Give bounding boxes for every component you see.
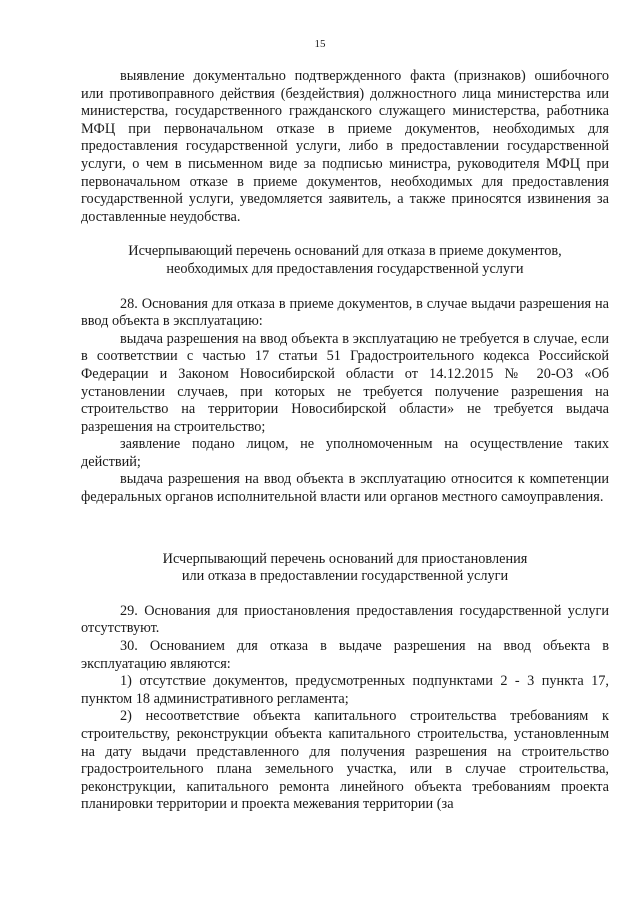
heading-suspension-line1: Исчерпывающий перечень оснований для приостановления [162, 550, 528, 567]
paragraph-28-item-3: выдача разрешения на ввод объекта в эксплуатацию относится к компетенции федеральных органов исполнительной власти или органов местного самоуправления. [81, 471, 609, 506]
page-content [81, 68, 609, 814]
spacer [81, 279, 609, 296]
paragraph-30: 30. Основанием для отказа в выдаче разрешения на ввод объекта в эксплуатацию являются: [81, 638, 609, 672]
spacer [81, 507, 609, 551]
spacer [81, 586, 609, 603]
heading-refusal-reception-line1: Исчерпывающий перечень оснований для отказа в приеме документов, [128, 243, 562, 260]
paragraph-violation-fact: выявление документально подтвержденного факта (признаков) ошибочного или противоправного действия (бездействия) должностного лица министерства или министерства, государственного гражданского служащего министерства, работника МФЦ при первоначальном отказе в приеме документов, необходимых для предоставления государственной услуги, либо в предоставлении государственной услуги, о чем в письменном виде за подписью министра, руководителя МФЦ при первоначальном отказе в приеме документов, необходимых для предоставления государственной услуги, уведомляется заявитель, а также приносятся извинения за доставленные неудобства. [81, 68, 609, 225]
paragraph-28: 28. Основания для отказа в приеме документов, в случае выдачи разрешения на ввод объекта в эксплуатацию: [81, 295, 609, 330]
heading-refusal-reception-line2: необходимых для предоставления государственной услуги [166, 260, 524, 277]
spacer [81, 226, 609, 243]
paragraph-28-item-1: выдача разрешения на ввод объекта в эксплуатацию не требуется в случае, если в соответствии с частью 17 статьи 51 Градостроительного кодекса Российской Федерации и Законом Новосибирской области от 14.12.2015 № 20-ОЗ «Об установлении случаев, при которых не требуется получение разрешения на строительство на территории Новосибирской области» не требуется выдача разрешения на строительство; [81, 330, 609, 435]
paragraph-30-item-1: 1) отсутствие документов, предусмотренных подпунктами 2 - 3 пункта 17, пунктом 18 административного регламента; [81, 673, 609, 707]
paragraph-29: 29. Основания для приостановления предоставления государственной услуги отсутствуют. [81, 602, 609, 637]
paragraph-28-item-2: заявление подано лицом, не уполномоченным на осуществление таких действий; [81, 436, 609, 470]
paragraph-30-item-2: 2) несоответствие объекта капитального строительства требованиям к строительству, реконструкции объекта капитального строительства, установленным на дату выдачи представленного для получения разрешения на строительство градостроительного плана земельного участка, или в случае строительства, реконструкции, капитального ремонта линейного объекта требованиям проекта планировки территории и проекта межевания территории (за [81, 708, 609, 813]
heading-suspension-line2: или отказа в предоставлении государственной услуги [181, 568, 509, 585]
page-number: 15 [314, 38, 326, 50]
